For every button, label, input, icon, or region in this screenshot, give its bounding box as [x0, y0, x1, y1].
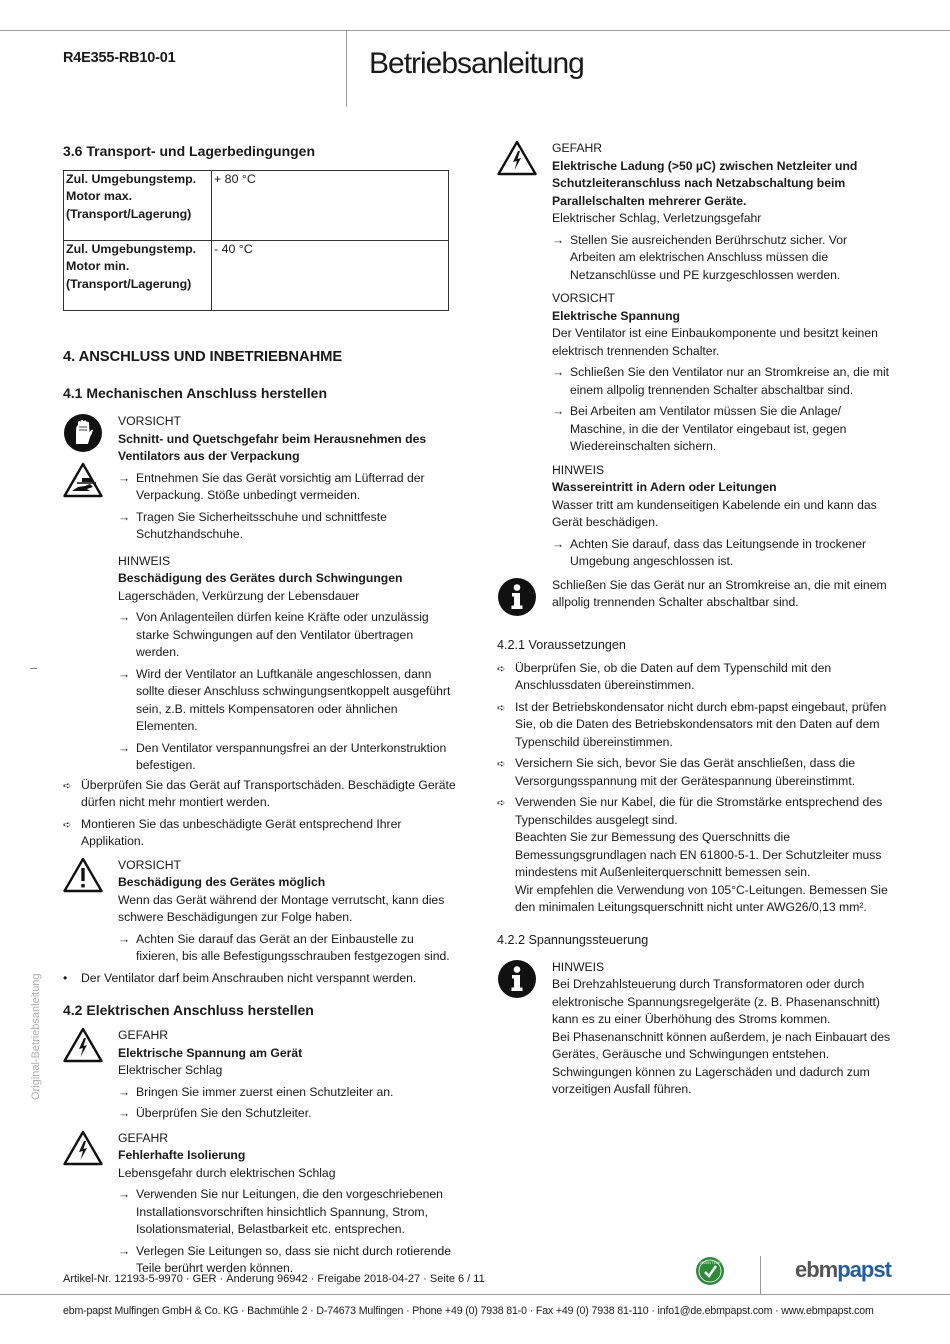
notice-level: VORSICHT — [118, 414, 181, 428]
check-item: ➪ Überprüfen Sie, ob die Daten auf dem Typenschild mit den Anschlussdaten übereinstimmen. — [497, 660, 832, 692]
notice-icons — [497, 140, 537, 182]
check-item: ➪ Ist der Betriebskondensator nicht durch ebm-papst eingebaut, prüfen Sie, ob die Daten des Betriebskondensators mit den Daten auf dem Typenschild übereinstimmen. — [497, 699, 887, 749]
section-4-2-1-title: 4.2.1 Voraussetzungen — [497, 637, 626, 652]
notice-headline: Elektrische Ladung (>50 µC) zwischen Netzleiter und Schutzleiteranschluss nach Netzabschaltung beim Parallelschalten mehrerer Geräte. — [552, 158, 858, 208]
pointer-icon: ➪ — [63, 780, 72, 792]
pointer-icon: ➪ — [497, 702, 506, 714]
header-rule — [0, 30, 950, 31]
doc-id: R4E355-RB10-01 — [63, 50, 176, 66]
action-step: → Verwenden Sie nur Leitungen, die den vorgeschriebenen Installationsvorschriften hinsichtlich Spannung, Strom, Isolationsmaterial, Belastbarkeit etc. entsprechen. — [118, 1186, 458, 1239]
pointer-icon: ➪ — [63, 819, 72, 831]
notice-text: Bei Phasenanschnitt können außerdem, je nach Einbauart des Gerätes, Geräusche und Schwingungen entstehen. Schwingungen können zu Lagerschäden und dadurch zum vorzeitigen Ausfall führen. — [552, 1029, 891, 1096]
action-step: → Von Anlagenteilen dürfen keine Kräfte oder unzulässig starke Schwingungen auf den Ventilator übertragen werden. — [118, 609, 458, 662]
table-cell-value: - 40 °C — [212, 241, 449, 311]
action-step: → Tragen Sie Sicherheitsschuhe und schnittfeste Schutzhandschuhe. — [118, 509, 458, 544]
hand-crush-warning-icon — [63, 462, 103, 498]
header-divider — [346, 30, 347, 107]
electric-hazard-icon — [497, 140, 537, 176]
section-4-title: 4. ANSCHLUSS UND INBETRIEBNAHME — [63, 349, 343, 365]
action-step: → Stellen Sie ausreichenden Berührschutz sicher. Vor Arbeiten am elektrischen Anschluss müssen die Netzanschlüsse und PE kurzgeschlossen werden. — [552, 232, 892, 285]
check-item: ➪ Versichern Sie sich, bevor Sie das Gerät anschließen, dass die Versorgungsspannung mit der Gerätespannung übereinstimmt. — [497, 756, 856, 788]
badge-label: GREEN TECH — [699, 1261, 721, 1265]
greentech-badge-icon — [695, 1256, 725, 1286]
info-icon — [497, 577, 537, 617]
table-cell-label: Zul. Umgebungstemp. Motor min. (Transport/Lagerung) — [64, 241, 212, 311]
company-address: ebm-papst Mulfingen GmbH & Co. KG · Bachmühle 2 · D-74673 Mulfingen · Phone +49 (0) 7938 81-0 · Fax +49 (0) 7938 81-110 · info1@de.ebmpapst.com · www.ebmpapst.com — [63, 1305, 874, 1317]
notice-danger-voltage — [63, 1027, 458, 1123]
notice-text: Wenn das Gerät während der Montage verrutscht, kann dies schwere Beschädigungen zur Folge haben. — [118, 892, 445, 924]
footer-rule — [0, 1294, 950, 1295]
gloves-icon — [63, 413, 103, 453]
doc-title: Betriebsanleitung — [369, 47, 584, 80]
table-cell-value: + 80 °C — [212, 171, 449, 241]
info-icon — [497, 959, 537, 999]
notice-icons — [497, 577, 537, 623]
notice-caution-cut — [63, 413, 458, 544]
notice-level: HINWEIS — [552, 959, 605, 974]
notice-hint-vibration — [63, 553, 458, 775]
notice-level: VORSICHT — [118, 857, 181, 872]
notice-caution-damage — [63, 857, 458, 966]
bullet-icon: • — [63, 970, 68, 985]
notice-level: GEFAHR — [118, 1028, 169, 1042]
notice-text: Lagerschäden, Verkürzung der Lebensdauer — [118, 588, 360, 603]
section-4-2-2-title: 4.2.2 Spannungssteuerung — [497, 932, 649, 947]
notice-text: Wasser tritt am kundenseitigen Kabelende ein und kann das Gerät beschädigen. — [552, 497, 877, 529]
notice-icons — [497, 959, 537, 1005]
notice-hint-water — [497, 462, 892, 571]
right-column — [497, 140, 892, 1099]
notice-text: Bei Drehzahlsteuerung durch Transformatoren oder durch elektronische Spannungsregelgeräte (z. B. Phasenanschnitt) kann es zu einer Überhöhung des Stroms kommen. — [552, 977, 880, 1026]
notice-headline: Fehlerhafte Isolierung — [118, 1148, 246, 1162]
check-item-note: Wir empfehlen die Verwendung von 105°C-Leitungen. Bemessen Sie den minimalen Leitungsquerschnitt nicht unter AWG26/0,13 mm². — [515, 882, 888, 914]
table-row — [64, 241, 449, 311]
action-step: → Bei Arbeiten am Ventilator müssen Sie die Anlage/ Maschine, in die der Ventilator eingebaut ist, gegen Wiedereinschalten sichern. — [552, 403, 892, 456]
action-step: → Den Ventilator verspannungsfrei an der Unterkonstruktion befestigen. — [118, 740, 458, 775]
notice-headline: Wassereintritt in Adern oder Leitungen — [552, 480, 777, 494]
electric-hazard-icon — [63, 1027, 103, 1063]
notice-headline: Beschädigung des Gerätes möglich — [118, 875, 326, 889]
logo-divider — [760, 1256, 761, 1294]
notice-level: VORSICHT — [552, 291, 615, 305]
table-cell-label: Zul. Umgebungstemp. Motor max. (Transport/Lagerung) — [64, 171, 212, 241]
action-step: → Bringen Sie immer zuerst einen Schutzleiter an. — [118, 1084, 458, 1102]
notice-headline: Elektrische Spannung — [552, 308, 680, 323]
left-column — [63, 142, 458, 1278]
action-step: → Achten Sie darauf, dass das Leitungsende in trockener Umgebung angeschlossen ist. — [552, 536, 892, 571]
bullet-item: • Der Ventilator darf beim Anschrauben nicht verspannt werden. — [63, 970, 458, 988]
action-step: → Wird der Ventilator an Luftkanäle angeschlossen, dann sollte dieser Anschluss schwingungsentkoppelt ausgeführt sein, z.B. mittels Kompensatoren oder ähnlichen Elementen. — [118, 666, 458, 736]
check-item: ➪ Montieren Sie das unbeschädigte Gerät entsprechend Ihrer Applikation. — [63, 816, 402, 848]
margin-mark — [30, 668, 37, 669]
pointer-icon: ➪ — [497, 663, 506, 675]
action-step: → Achten Sie darauf das Gerät an der Einbaustelle zu fixieren, bis alle Befestigungsschrauben festgezogen sind. — [118, 931, 458, 966]
warning-triangle-icon — [63, 857, 103, 893]
notice-level: HINWEIS — [552, 462, 605, 477]
notice-danger-insulation — [63, 1130, 458, 1278]
action-step: → Entnehmen Sie das Gerät vorsichtig am Lüfterrad der Verpackung. Stöße unbedingt vermeiden. — [118, 470, 458, 505]
article-info: Artikel-Nr. 12193-5-9970 · GER · Änderung 96942 · Freigabe 2018-04-27 · Seite 6 / 11 — [63, 1273, 485, 1285]
section-4-1-title: 4.1 Mechanischen Anschluss herstellen — [63, 385, 328, 401]
notice-danger-charge — [497, 140, 892, 284]
notice-text: Elektrischer Schlag, Verletzungsgefahr — [552, 211, 762, 225]
info-text: Schließen Sie das Gerät nur an Stromkreise an, die mit einem allpolig trennenden Schalter abschaltbar sind. — [552, 577, 887, 609]
section-3-6-title: 3.6 Transport- und Lagerbedingungen — [63, 143, 316, 159]
transport-table — [63, 170, 449, 311]
notice-hint-control — [497, 959, 892, 1099]
check-item: ➪ Verwenden Sie nur Kabel, die für die Stromstärke entsprechend des Typenschildes ausgelegt sind. Beachten Sie zur Bemessung des Querschnitts die Bemessungsgrundlagen nach EN 61800-5-1. Der Schutzleiter muss mindestens mit Außenleiterquerschnitt bemessen sein. Wir empfehlen die Verwendung von 105°C-Leitungen. Bemessen Sie den minimalen Leitungsquerschnitt nicht unter AWG26/0,13 mm². — [497, 794, 892, 917]
section-4-2-title: 4.2 Elektrischen Anschluss herstellen — [63, 1002, 314, 1018]
notice-caution-voltage — [497, 290, 892, 456]
side-label: Original-Betriebsanleitung — [30, 973, 42, 1100]
check-item-note: Beachten Sie zur Bemessung des Querschnitts die Bemessungsgrundlagen nach EN 61800-5-1. Der Schutzleiter muss mindestens mit Außenleiterquerschnitt bemessen sein. — [515, 830, 882, 879]
pointer-icon: ➪ — [497, 798, 506, 809]
notice-icons — [63, 413, 103, 503]
notice-level: GEFAHR — [118, 1130, 169, 1145]
table-row — [64, 171, 449, 241]
action-step: → Überprüfen Sie den Schutzleiter. — [118, 1105, 458, 1123]
notice-level: HINWEIS — [118, 553, 171, 568]
notice-icons — [63, 1027, 103, 1069]
notice-level: GEFAHR — [552, 141, 603, 155]
electric-hazard-icon — [63, 1130, 103, 1166]
action-step: → Schließen Sie den Ventilator nur an Stromkreise an, die mit einem allpolig trennenden Schalter abschaltbar sind. — [552, 364, 892, 399]
notice-headline: Schnitt- und Quetschgefahr beim Herausnehmen des Ventilators aus der Verpackung — [118, 431, 427, 463]
info-note — [497, 577, 892, 612]
pointer-icon: ➪ — [497, 759, 506, 770]
ebmpapst-logo: ebmpapst — [795, 1257, 891, 1282]
notice-text: Elektrischer Schlag — [118, 1063, 223, 1077]
notice-text: Lebensgefahr durch elektrischen Schlag — [118, 1165, 336, 1180]
notice-icons — [63, 1130, 103, 1172]
notice-icons — [63, 857, 103, 899]
action-step: → Verlegen Sie Leitungen so, dass sie nicht durch rotierende Teile berührt werden können. — [118, 1243, 458, 1278]
check-item: ➪ Überprüfen Sie das Gerät auf Transportschäden. Beschädigte Geräte dürfen nicht mehr montiert werden. — [63, 777, 456, 809]
notice-headline: Elektrische Spannung am Gerät — [118, 1045, 303, 1060]
notice-text: Der Ventilator ist eine Einbaukomponente und besitzt keinen elektrisch trennenden Schalter. — [552, 326, 878, 358]
notice-headline: Beschädigung des Gerätes durch Schwingungen — [118, 571, 403, 585]
